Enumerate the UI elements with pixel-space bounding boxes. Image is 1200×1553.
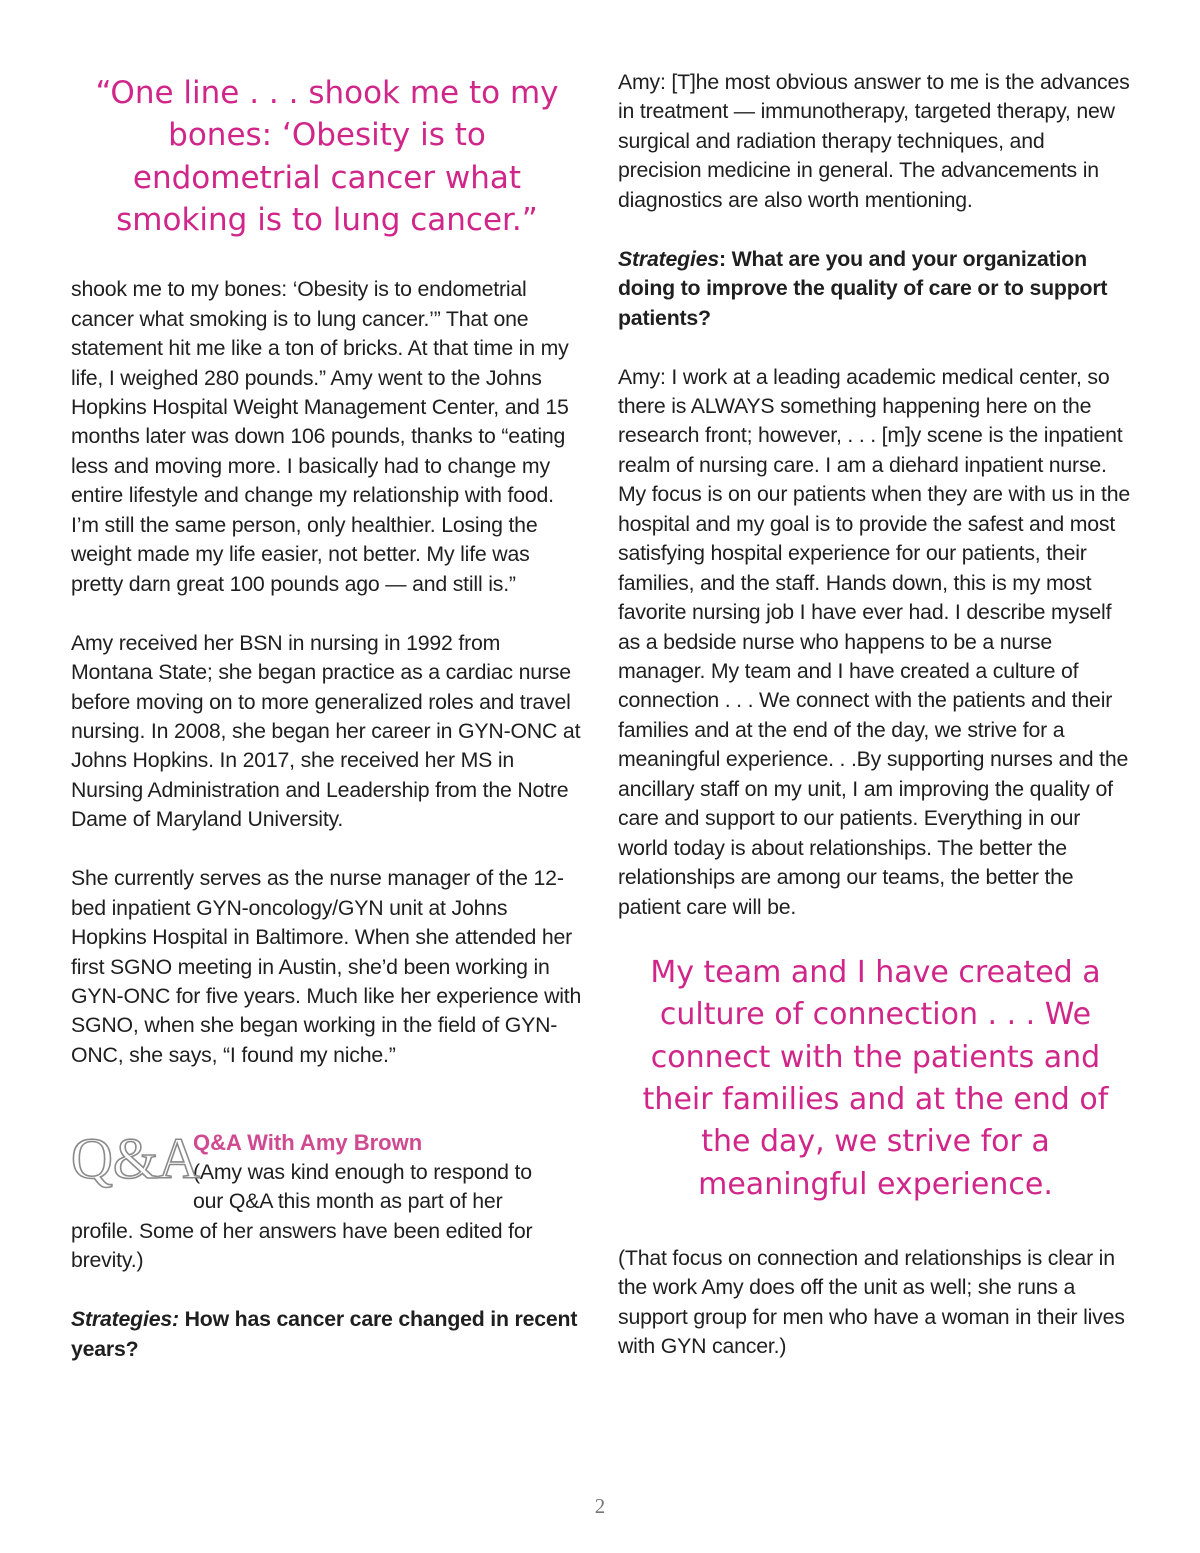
body-paragraph-weight-loss: shook me to my bones: ‘Obesity is to endometrial cancer what smoking is to lung cancer.’” That one statement hit me like a ton of bricks. At that time in my life, I weighed 280 pounds.” Amy went to the Johns Hopkins Hospital Weight Management Center, and 15 months later was down 106 pounds, thanks to “eating less and moving more. I basically had to change my entire lifestyle and change my relationship with food. I’m still the same person, only healthier. Losing the weight made my life easier, not better. My life was pretty darn great 100 pounds ago — and still is.” [71,277,569,596]
qa-intro-line-2: our Q&A this month as part of her [193,1189,503,1214]
body-paragraph-current-role: She currently serves as the nurse manager of the 12-bed inpatient GYN-oncology/GYN unit at Johns Hopkins Hospital in Baltimore. When she attended her first SGNO meeting in Austin, she’d been working in GYN-ONC for five years. Much like her experience with SGNO, when she began working in the field of GYN-ONC, she says, “I found my niche.” [71,866,582,1067]
right-column [618,68,1133,1391]
qa-section [71,1128,583,1364]
left-column [71,68,583,1393]
pull-quote-connection: My team and I have created a culture of connection . . . We connect with the patients and their families and at the end of the day, we strive for a meaningful experience. [642,955,1109,1202]
question-1-text: How has cancer care changed in recent years? [71,1307,578,1361]
question-2 [618,245,1133,333]
qa-intro-line-1: (Amy was kind enough to respond to [193,1159,532,1184]
question-1 [71,1305,583,1364]
body-paragraph-education: Amy received her BSN in nursing in 1992 from Montana State; she began practice as a cardiac nurse before moving on to more generalized roles and travel nursing. In 2008, she began her career in GYN-ONC at Johns Hopkins. In 2017, she received her MS in Nursing Administration and Leadership from the Notre Dame of Maryland University. [71,630,581,832]
closing-paragraph: (That focus on connection and relationships is clear in the work Amy does off the unit as well; she runs a support group for men who have a woman in their lives with GYN cancer.) [618,1245,1125,1359]
answer-2: Amy: I work at a leading academic medical center, so there is ALWAYS something happening here on the research front; however, . . . [m]y scene is the inpatient realm of nursing care. I am a diehard inpatient nurse. My focus is on our patients when they are with us in the hospital and my goal is to provide the safest and most satisfying hospital experience for our patients, their families, and the staff. Hands down, this is my most favorite nursing job I have ever had. I describe myself as a bedside nurse who happens to be a nurse manager. My team and I have created a culture of connection . . . We connect with the patients and their families and at the end of the day, we strive for a meaningful experience. . .By supporting nurses and the ancillary staff on my unit, I am improving the quality of care and support to our patients. Everything in our world today is about relationships. The better the relationships are among our teams, the better the patient care will be. [618,364,1131,919]
qa-intro-rest: profile. Some of her answers have been edited for brevity.) [71,1218,533,1273]
question-1-label: Strategies: [71,1307,179,1332]
question-2-label: Strategies [618,246,719,271]
pull-quote-obesity: “One line . . . shook me to my bones: ‘Obesity is to endometrial cancer what smoking is to lung cancer.” [95,75,559,238]
question-2-text: : What are you and your organization doing to improve the quality of care or to support patients? [618,246,1108,330]
answer-1: Amy: [T]he most obvious answer to me is the advances in treatment — immunotherapy, targeted therapy, new surgical and radiation therapy techniques, and precision medicine in general. The advancements in diagnostics are also worth mentioning. [618,70,1130,212]
qa-title: Q&A With Amy Brown [193,1130,423,1156]
qa-logo-text: Q&A [71,1126,200,1192]
qa-logo-icon [71,1126,200,1192]
page-number: 2 [594,1494,606,1518]
